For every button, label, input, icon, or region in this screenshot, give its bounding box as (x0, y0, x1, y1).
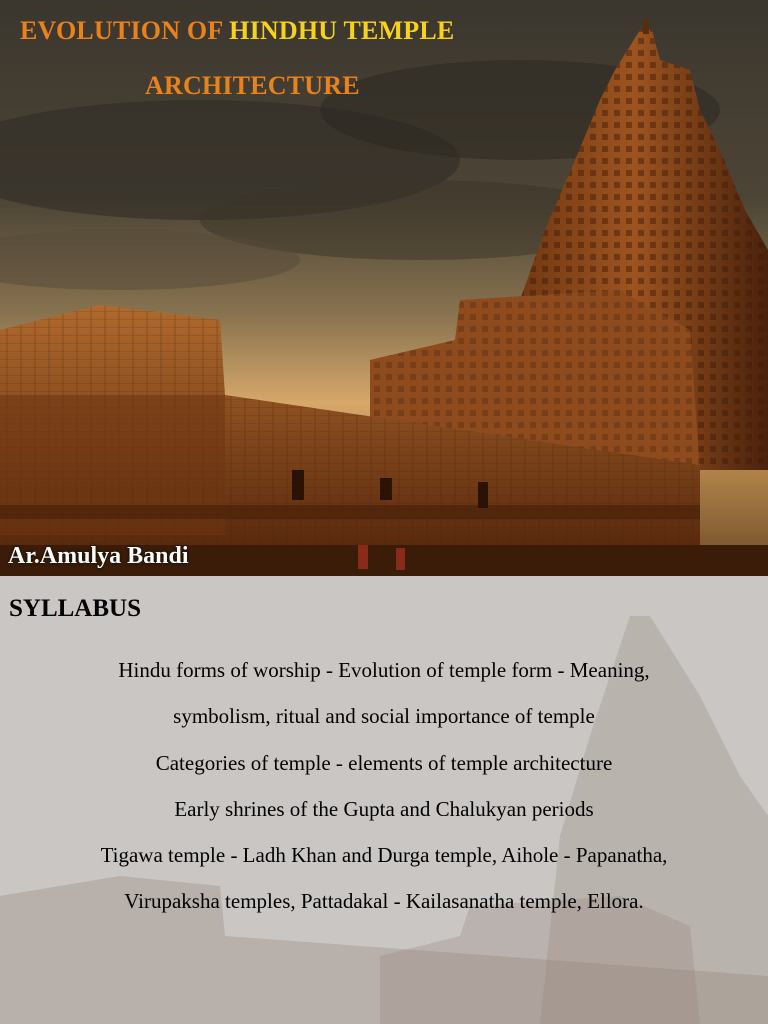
slide-title-line-1 (20, 16, 454, 46)
syllabus-line: Virupaksha temples, Pattadakal - Kailasanatha temple, Ellora. (124, 889, 644, 914)
syllabus-heading: SYLLABUS (9, 595, 141, 622)
title-part-hindhu-temple: HINDHU TEMPLE (229, 16, 455, 45)
syllabus-line: symbolism, ritual and social importance of temple (173, 704, 595, 729)
syllabus-line: Tigawa temple - Ladh Khan and Durga temple, Aihole - Papanatha, (100, 843, 668, 868)
author-name: Ar.Amulya Bandi (8, 543, 189, 569)
slide-title-line-2: ARCHITECTURE (145, 71, 360, 100)
syllabus-line: Categories of temple - elements of temple architecture (155, 750, 613, 775)
syllabus-line: Early shrines of the Gupta and Chalukyan periods (174, 796, 594, 821)
syllabus-list (0, 650, 768, 928)
syllabus-line: Hindu forms of worship - Evolution of temple form - Meaning, (118, 658, 650, 682)
title-part-evolution: EVOLUTION OF (20, 16, 230, 45)
